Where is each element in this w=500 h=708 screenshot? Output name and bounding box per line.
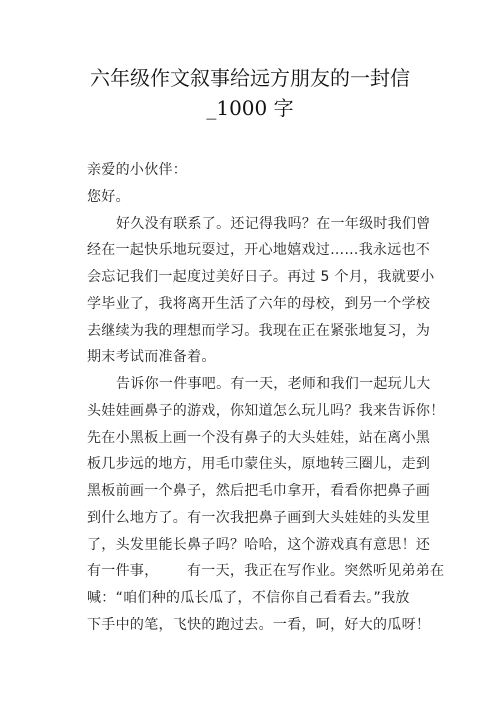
title-line-2: _1000 字: [206, 96, 294, 120]
paragraph-line: 板几步远的地方，用毛巾蒙住头，原地转三圈儿，走到: [87, 456, 431, 473]
paragraph-line: 到什么地方了。有一次我把鼻子画到大头娃娃的头发里: [87, 509, 431, 526]
paragraph-line: 头娃娃画鼻子的游戏，你知道怎么玩儿吗？我来告诉你！: [87, 402, 445, 419]
paragraph-line: 喊：“咱们种的瓜长瓜了，不信你自己看看去。”我放: [87, 590, 410, 606]
paragraph-line: 有一件事， 有一天，我正在写作业。突然听见弟弟在: [87, 563, 445, 580]
paragraph-line: 去继续为我的理想而学习。我现在正在紧张地复习，为: [87, 322, 431, 339]
letter-body: [87, 157, 445, 639]
salutation-line: 亲爱的小伙伴：: [87, 162, 188, 178]
paragraph-line: 经在一起快乐地玩耍过，开心地嬉戏过……我永远也不: [87, 242, 431, 259]
greeting-line: 您好。: [87, 188, 130, 205]
paragraph-line: 期末考试而准备着。: [87, 349, 216, 366]
paragraph-line: 下手中的笔，飞快的跑过去。一看，呵，好大的瓜呀！: [87, 616, 431, 633]
title-line-1: 六年级作文叙事给远方朋友的一封信: [90, 66, 410, 90]
paragraph-line: 先在小黑板上画一个没有鼻子的大头娃娃，站在离小黑: [87, 429, 431, 446]
paragraph-line: 好久没有联系了。还记得我吗？在一年级时我们曾: [116, 215, 431, 232]
paragraph-line: 告诉你一件事吧。有一天，老师和我们一起玩儿大: [116, 376, 431, 392]
paragraph-line: 黑板前画一个鼻子，然后把毛巾拿开，看看你把鼻子画: [87, 483, 431, 499]
document-title: [40, 63, 460, 123]
paragraph-line: 学毕业了，我将离开生活了六年的母校，到另一个学校: [87, 295, 431, 312]
paragraph-line: 会忘记我们一起度过美好日子。再过 5 个月，我就要小: [87, 269, 435, 285]
paragraph-line: 了，头发里能长鼻子吗？哈哈，这个游戏真有意思！还: [87, 536, 431, 553]
